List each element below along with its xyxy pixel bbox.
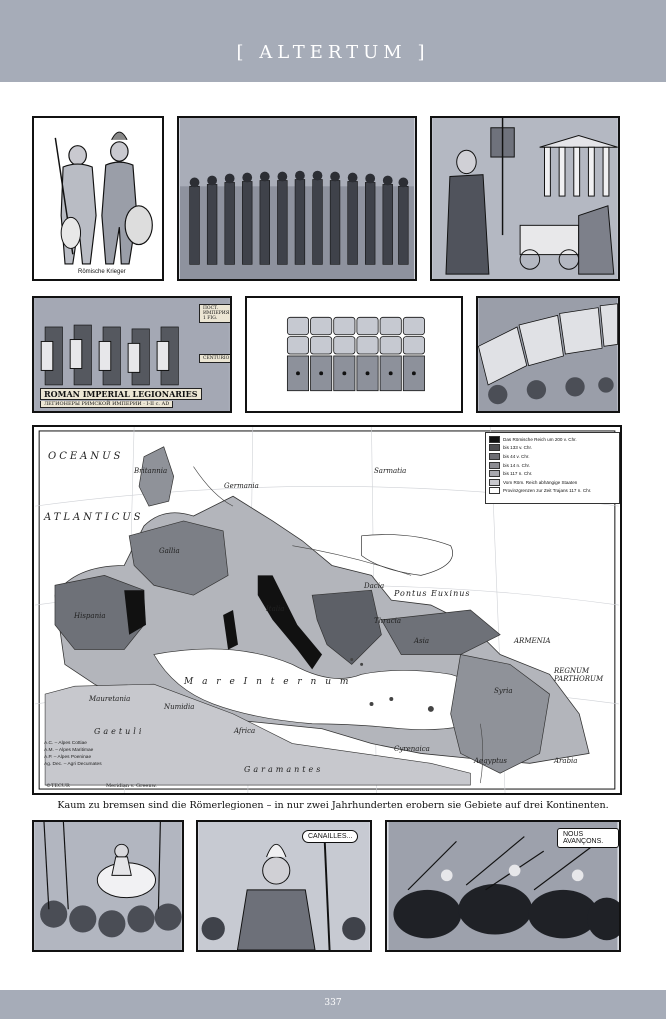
map-legend <box>485 432 620 504</box>
map-credit-left: ©TECUR <box>46 783 70 789</box>
panel-cavalry-charge <box>385 820 621 952</box>
map-label-armenia: ARMENIA <box>514 637 551 645</box>
legend-row <box>489 444 616 453</box>
triumph-illustration <box>432 118 618 279</box>
legion-march-illustration <box>179 118 415 279</box>
legion-title-line1: ROMAN IMPERIAL LEGIONARIES <box>40 388 202 400</box>
legion-tag-bottom: CENTURIO <box>199 354 232 363</box>
legend-swatch <box>489 487 500 494</box>
map-label-thracia: Thracia <box>374 617 402 625</box>
legend-text: bis 44 v. Chr. <box>503 453 530 459</box>
map-key-item: Ag. Dec. – Agri Decumates <box>44 762 102 767</box>
map-label-pontus: Pontus Euxinus <box>394 589 471 598</box>
map-label-germania: Germania <box>224 482 259 490</box>
legend-text: bis 133 v. Chr. <box>503 445 533 451</box>
panel-roman-warriors <box>32 116 164 281</box>
map-label-arabia: Arabia <box>554 757 578 765</box>
legion-tag-top: ПОСТ. ИМПЕРИЯ 1 FIG. <box>199 304 232 323</box>
legend-text: bis 117 n. Chr. <box>503 471 533 477</box>
panel-centurion-shout <box>196 820 372 952</box>
testudo-closeup-illustration <box>478 298 618 411</box>
map-caption: Kaum zu bremsen sind die Römerlegionen – in nur zwei Jahrhunderten erobern sie Gebiete auf drei Kontinenten. <box>57 800 609 811</box>
page-header <box>0 0 666 82</box>
legend-row <box>489 435 616 444</box>
map-label-asia: Asia <box>414 637 430 645</box>
map-label-parthorum: REGNUM PARTHORUM <box>554 667 604 683</box>
map-label-britannia: Britannia <box>134 467 168 475</box>
map-label-aegyptus: Aegyptus <box>474 757 508 765</box>
chapter-title: [ ALTERTUM ] <box>236 42 430 63</box>
map-key <box>44 740 102 768</box>
panel-testudo-closeup <box>476 296 620 413</box>
panel-caption: Römische Krieger <box>78 269 126 275</box>
map-label-cyrenaica: Cyrenaica <box>394 745 430 753</box>
panel-marching-legion <box>177 116 417 281</box>
map-label-numidia: Numidia <box>164 703 195 711</box>
testudo-illustration <box>247 298 461 411</box>
legend-swatch <box>489 462 500 469</box>
map-label-atlanticus: ATLANTICUS <box>44 512 144 523</box>
panel-triumph <box>430 116 620 281</box>
map-label-gaetuli: Gaetuli <box>94 727 145 736</box>
legend-swatch <box>489 436 500 443</box>
map-label-oceanus: OCEANUS <box>48 451 124 462</box>
legend-text: Das Römische Reich um 200 v. Chr. <box>503 436 577 442</box>
map-label-africa: Africa <box>234 727 256 735</box>
warriors-illustration <box>34 118 162 279</box>
legend-swatch <box>489 470 500 477</box>
panel-cavalry-commander <box>32 820 184 952</box>
legend-row <box>489 452 616 461</box>
map-label-syria: Syria <box>494 687 513 695</box>
map-label-gallia: Gallia <box>159 547 180 555</box>
legend-text: Vom Röm. Reich abhängige Staaten <box>503 479 578 485</box>
map-label-mare: M a r e I n t e r n u m <box>184 677 352 687</box>
speech-bubble: NOUS AVANÇONS. <box>557 828 619 848</box>
page-footer <box>0 990 666 1019</box>
map-label-sarmatia: Sarmatia <box>374 467 407 475</box>
panel-legionaries-card <box>32 296 232 413</box>
legion-title-line2: ЛЕГИОНЕРЫ РИМСКОЙ ИМПЕРИИ · I-II c. AD <box>40 401 173 408</box>
map-label-dacia: Dacia <box>364 582 385 590</box>
map-key-item: A.M. – Alpes Maritimae <box>44 748 94 753</box>
legend-swatch <box>489 444 500 451</box>
legend-swatch <box>489 453 500 460</box>
page-number: 337 <box>324 998 342 1008</box>
map-label-italia: Italia <box>266 605 285 613</box>
map-label-hispania: Hispania <box>74 612 106 620</box>
cavalry-commander-illustration <box>34 822 182 950</box>
map-label-mauretania: Mauretania <box>89 695 131 703</box>
legend-text: Provinzgrenzen zur Zeit Trajans 117 n. Chr. <box>503 488 592 494</box>
speech-bubble: CANAILLES... <box>302 830 358 843</box>
legend-row <box>489 478 616 487</box>
legend-row <box>489 469 616 478</box>
panel-testudo <box>245 296 463 413</box>
map-key-item: A.C. – Alpes Cottiae <box>44 741 87 746</box>
legend-text: bis 14 n. Chr. <box>503 462 531 468</box>
legend-row <box>489 461 616 470</box>
legend-swatch <box>489 479 500 486</box>
map-label-garamantes: Garamantes <box>244 765 324 774</box>
legend-row <box>489 487 616 496</box>
map-key-item: A.P. – Alpes Poeninae <box>44 755 92 760</box>
map-credit-meridian: Meridian v. Greenw. <box>106 783 157 789</box>
